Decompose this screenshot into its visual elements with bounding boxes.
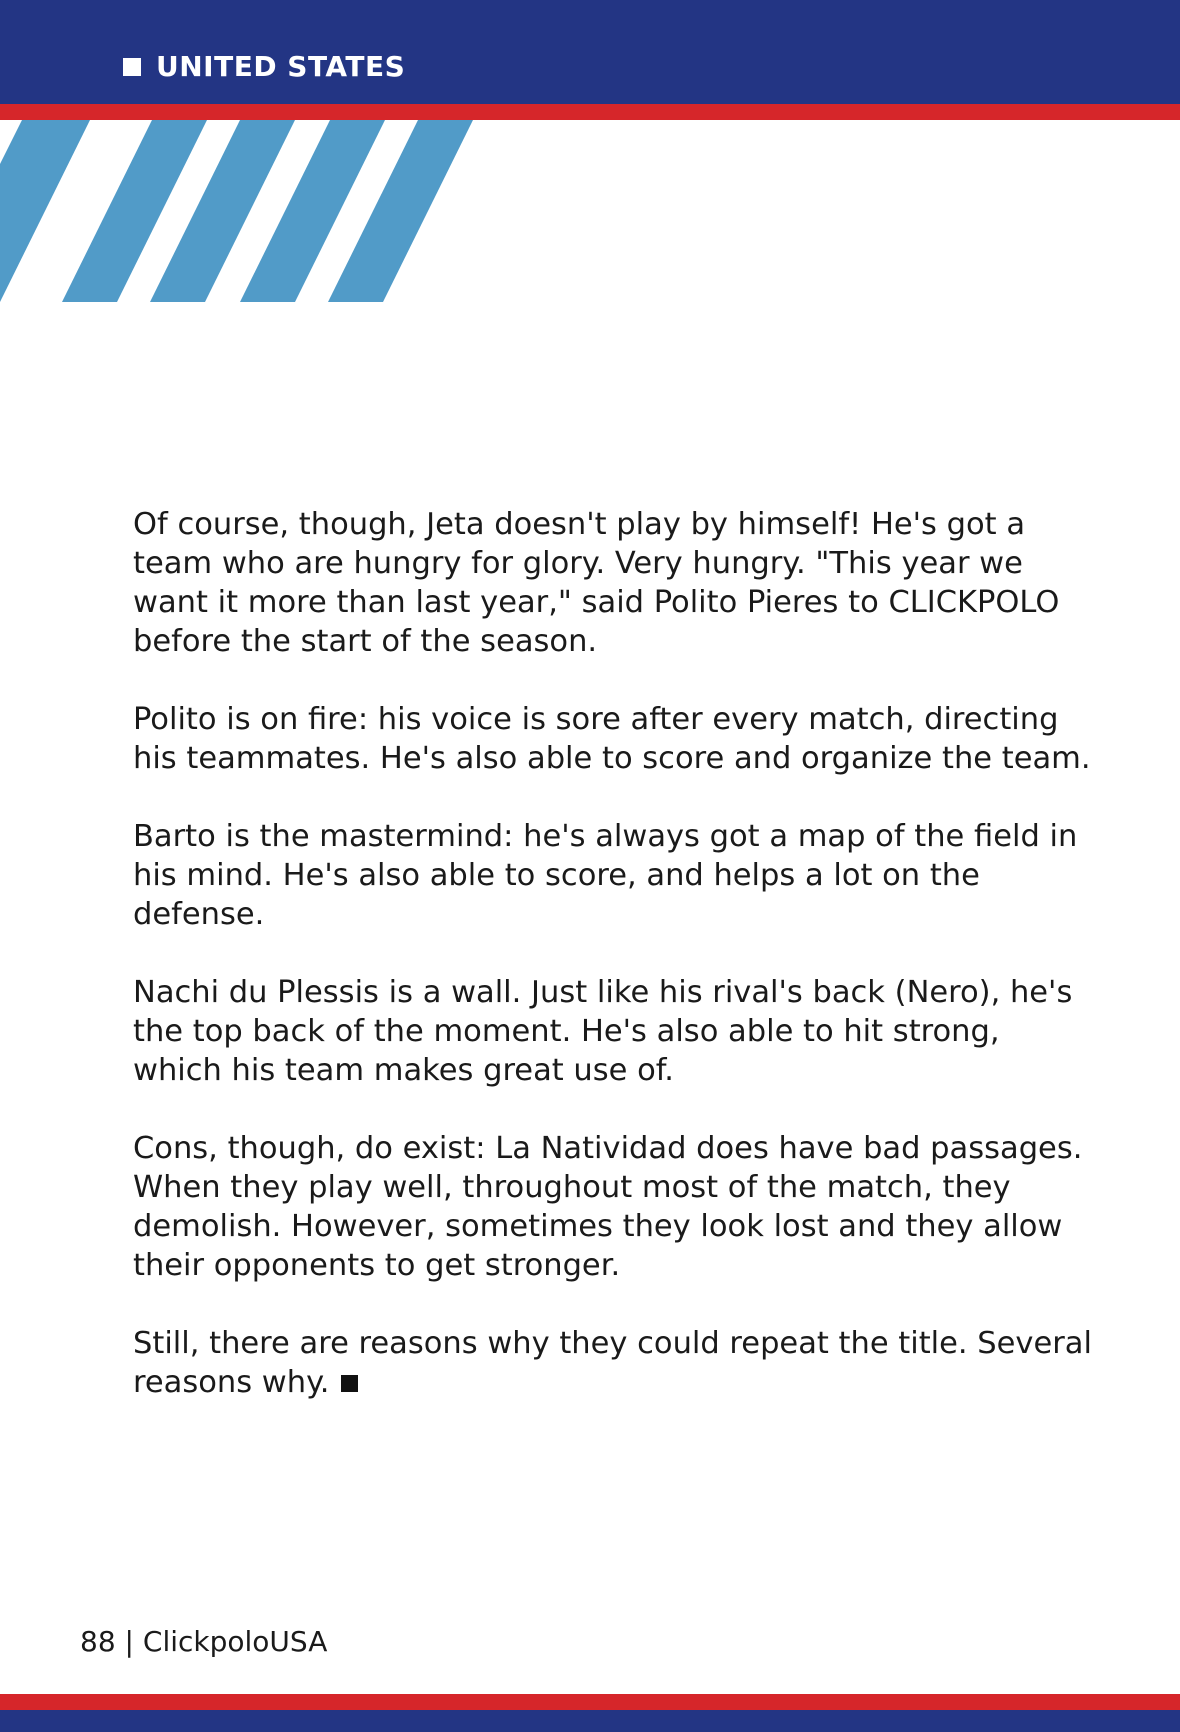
article-last-paragraph [133,1324,1093,1402]
end-square-icon [341,1375,358,1392]
footer-band [0,1710,1180,1732]
article-paragraph: Still, there are reasons why they could repeat the title. Several reasons why. [133,1326,1092,1400]
section-label [123,50,405,83]
header-red-stripe [0,104,1180,120]
square-bullet-icon [123,58,141,76]
section-label-text: UNITED STATES [156,50,406,83]
footer-red-stripe [0,1694,1180,1710]
article-paragraph: Cons, though, do exist: La Natividad does have bad passages. When they play well, throughout most of the match, they demolish. However, sometimes they look lost and they allow their opponents to get stronger. [133,1131,1083,1283]
article-paragraph: Polito is on fire: his voice is sore after every match, directing his teammates. He's also able to score and organize the team. [133,702,1091,776]
publication-name: ClickpoloUSA [142,1625,328,1658]
article-body [133,505,1093,1441]
article-paragraph: Barto is the mastermind: he's always got a map of the field in his mind. He's also able to score, and helps a lot on the defense. [133,819,1078,932]
article-paragraph: Of course, though, Jeta doesn't play by himself! He's got a team who are hungry for glory. Very hungry. "This year we want it more than last year," said Polito Pieres to CLICKPOLO before the start of the season. [133,507,1060,659]
article-paragraph: Nachi du Plessis is a wall. Just like his rival's back (Nero), he's the top back of the moment. He's also able to hit strong, which his team makes great use of. [133,975,1073,1088]
diagonal-stripes-decoration [0,120,540,302]
page-footer [80,1625,327,1658]
footer-separator: | [124,1625,134,1658]
page-number: 88 [80,1625,116,1658]
